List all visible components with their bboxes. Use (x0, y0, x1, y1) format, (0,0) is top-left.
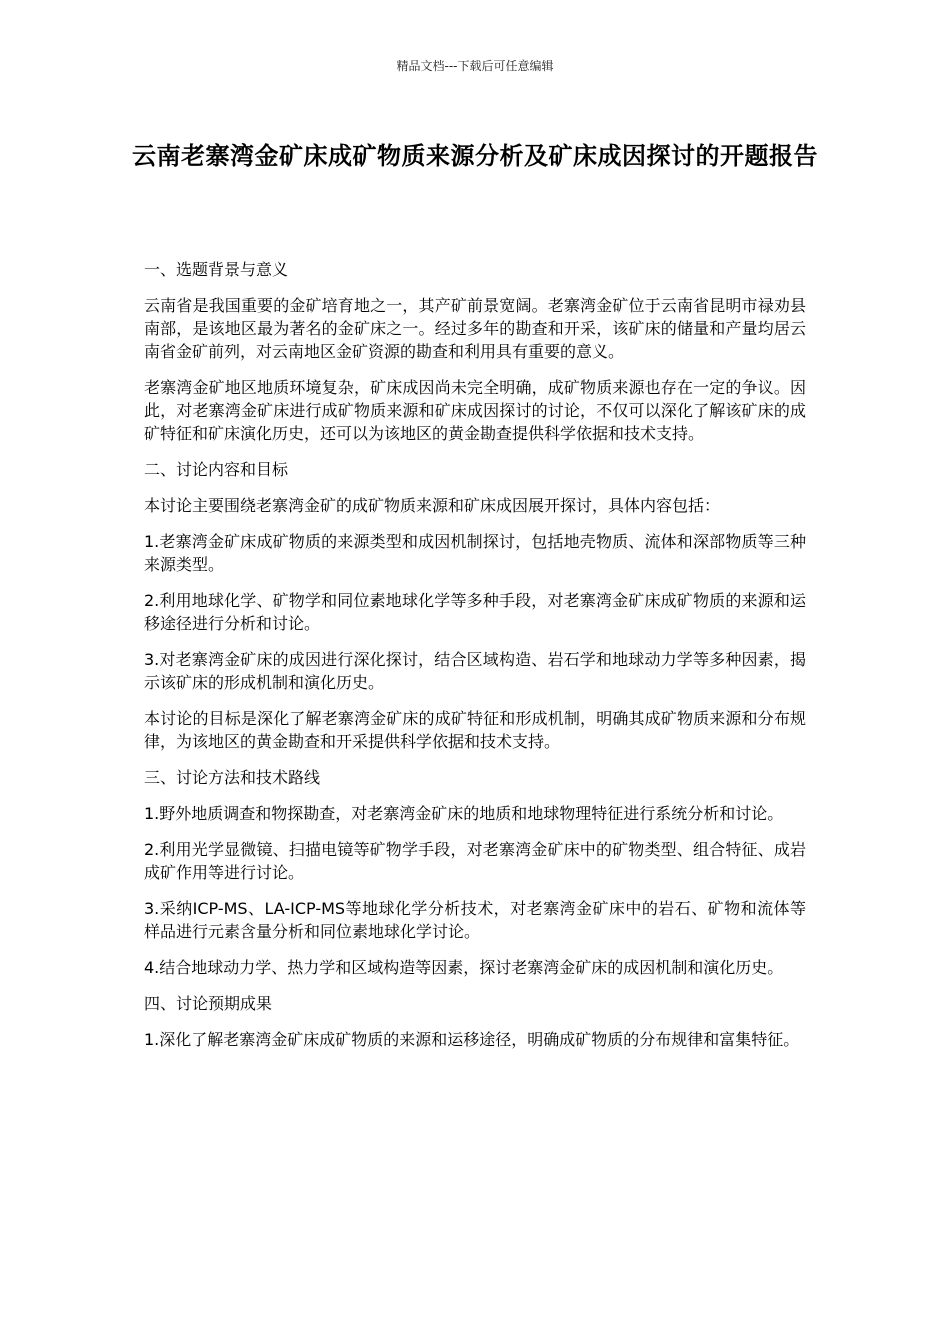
paragraph-methods-item-2: 2.利用光学显微镜、扫描电镜等矿物学手段，对老寨湾金矿床中的矿物类型、组合特征、成岩成矿作用等进行讨论。 (144, 840, 806, 882)
section-heading-background: 一、选题背景与意义 (144, 260, 289, 279)
page-header: 精品文档---下载后可任意编辑 (396, 59, 554, 73)
paragraph-background-2: 老寨湾金矿地区地质环境复杂，矿床成因尚未完全明确，成矿物质来源也存在一定的争议。因此，对老寨湾金矿床进行成矿物质来源和矿床成因探讨的讨论，不仅可以深化了解该矿床的成矿特征和矿床演化历史，还可以为该地区的黄金勘查提供科学依据和技术支持。 (144, 378, 806, 443)
section-heading-content: 二、讨论内容和目标 (144, 460, 289, 479)
paragraph-methods-item-1: 1.野外地质调查和物探勘查，对老寨湾金矿床的地质和地球物理特征进行系统分析和讨论。 (144, 804, 784, 823)
paragraph-methods-item-3: 3.采纳ICP-MS、LA-ICP-MS等地球化学分析技术，对老寨湾金矿床中的岩石、矿物和流体等样品进行元素含量分析和同位素地球化学讨论。 (144, 899, 806, 941)
document-title: 云南老寨湾金矿床成矿物质来源分析及矿床成因探讨的开题报告 (132, 142, 818, 170)
paragraph-background-1: 云南省是我国重要的金矿培育地之一，其产矿前景宽阔。老寨湾金矿位于云南省昆明市禄劝县南部，是该地区最为著名的金矿床之一。经过多年的勘查和开采，该矿床的储量和产量均居云南省金矿前列，对云南地区金矿资源的勘查和利用具有重要的意义。 (144, 296, 806, 361)
paragraph-content-item-1: 1.老寨湾金矿床成矿物质的来源类型和成因机制探讨，包括地壳物质、流体和深部物质等三种来源类型。 (144, 532, 806, 574)
paragraph-content-item-2: 2.利用地球化学、矿物学和同位素地球化学等多种手段，对老寨湾金矿床成矿物质的来源和运移途径进行分析和讨论。 (144, 591, 806, 633)
paragraph-content-intro: 本讨论主要围绕老寨湾金矿的成矿物质来源和矿床成因展开探讨，具体内容包括： (144, 496, 721, 515)
section-heading-results: 四、讨论预期成果 (144, 994, 273, 1013)
paragraph-methods-item-4: 4.结合地球动力学、热力学和区域构造等因素，探讨老寨湾金矿床的成因机制和演化历史。 (144, 958, 784, 977)
document-body (144, 258, 806, 1064)
paragraph-content-goal: 本讨论的目标是深化了解老寨湾金矿床的成矿特征和形成机制，明确其成矿物质来源和分布规律，为该地区的黄金勘查和开采提供科学依据和技术支持。 (144, 709, 806, 751)
paragraph-results-item-1: 1.深化了解老寨湾金矿床成矿物质的来源和运移途径，明确成矿物质的分布规律和富集特征。 (144, 1030, 800, 1049)
section-heading-methods: 三、讨论方法和技术路线 (144, 768, 321, 787)
paragraph-content-item-3: 3.对老寨湾金矿床的成因进行深化探讨，结合区域构造、岩石学和地球动力学等多种因素，揭示该矿床的形成机制和演化历史。 (144, 650, 806, 692)
